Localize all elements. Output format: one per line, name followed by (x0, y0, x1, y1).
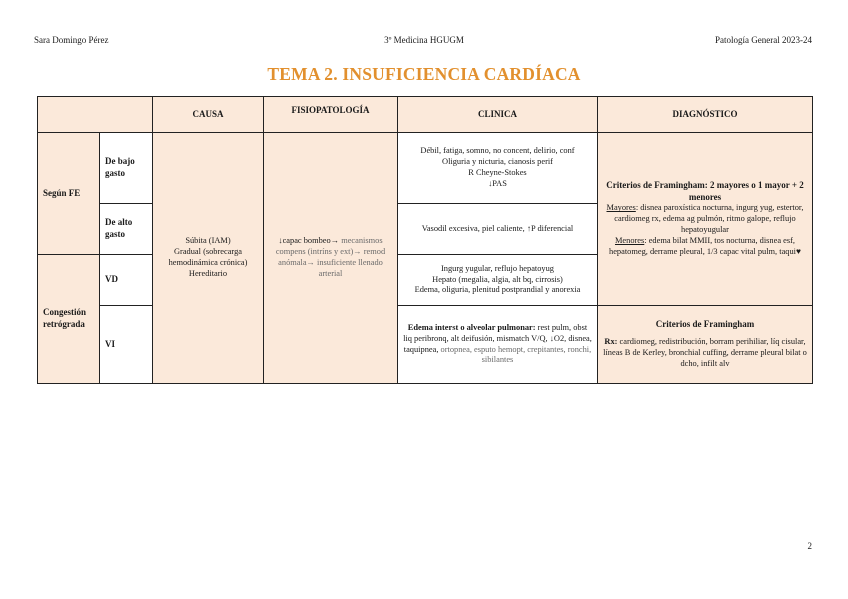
mayores-label: Mayores (606, 203, 636, 213)
header-subject: Patología General 2023-24 (715, 35, 812, 45)
column-header-causa: CAUSA (153, 97, 264, 133)
mayores-text: : disnea paroxística nocturna, ingurg yug, estertor, cardiomeg rx, edema ag pulmón, ritmo galope, reflujo hepatoyugular (614, 203, 804, 235)
page-number: 2 (807, 541, 812, 551)
edema-label: Edema interst o alveolar pulmonar: (407, 322, 536, 332)
group-fe: Según FE (38, 133, 100, 255)
causa-line: Gradual (sobrecarga hemodinámica crónica) (168, 247, 248, 267)
clinica-line: R Cheyne-Stokes (468, 168, 527, 177)
clinica-line: Edema, oliguria, plenitud postprandial y anorexia (414, 285, 581, 295)
causa-line: Hereditario (188, 268, 228, 278)
header-author: Sara Domingo Pérez (34, 35, 109, 45)
clinica-vi (398, 306, 598, 384)
page-title: TEMA 2. INSUFICIENCIA CARDÍACA (267, 64, 581, 84)
summary-table (37, 96, 813, 384)
row-bajo-gasto: De bajo gasto (100, 133, 153, 204)
row-vi: VI (100, 306, 153, 384)
rx-text: cardiomeg, redistribución, borram perihiliar, líq cisular, líneas B de Kerley, bronchial cuffing, derrame pleural bilat o dcho, infilt alv (603, 336, 807, 368)
clinica-line: Débil, fatiga, somno, no concent, delirio, conf (420, 146, 575, 156)
framingham-title: Criterios de Framingham: 2 mayores o 1 mayor + 2 menores (606, 180, 804, 202)
causa-cell (153, 133, 264, 384)
column-header-fisiopatologia: FISIOPATOLOGÍA (264, 97, 398, 133)
edema-text-gray: ortopnea, esputo hemopt, crepitantes, ronchi, sibilantes (438, 344, 592, 365)
clinica-line: Oliguria y nicturia, cianosis perif (442, 157, 553, 167)
causa-line: Súbita (IAM) (185, 236, 231, 246)
menores-label: Menores (614, 236, 645, 246)
header-course: 3º Medicina HGUGM (384, 35, 464, 45)
diagnostico-vi (598, 306, 813, 384)
clinica-alto-gasto: Vasodil excesiva, piel caliente, ↑P diferencial (398, 204, 598, 255)
corner-cell (38, 97, 153, 133)
clinica-line: Ingurg yugular, reflujo hepatoyug (440, 263, 554, 273)
framingham-vi-title: Criterios de Framingham (655, 319, 755, 330)
group-congestion: Congestión retrógrada (38, 255, 100, 384)
menores-text: : edema bilat MMII, tos nocturna, disnea esf, hepatomeg, derrame pleural, 1/3 capac vital pulm, taqui♥ (609, 236, 801, 257)
column-header-diagnostico: DIAGNÓSTICO (598, 97, 813, 133)
clinica-vd (398, 255, 598, 306)
clinica-line: Hepato (megalia, algia, alt bq, cirrosis) (432, 274, 563, 284)
fisio-text-gray: mecanismos compens (intríns y ext)→ remod anómala→ insuficiente llenado arterial (275, 236, 386, 278)
row-vd: VD (100, 255, 153, 306)
column-header-clinica: CLINICA (398, 97, 598, 133)
diagnostico-fe (598, 133, 813, 306)
fisio-text-dark: ↓capac bombeo→ (278, 236, 340, 246)
row-alto-gasto: De alto gasto (100, 204, 153, 255)
clinica-line: ↓PAS (488, 178, 507, 188)
rx-label: Rx: (604, 336, 618, 346)
clinica-bajo-gasto (398, 133, 598, 204)
fisiopatologia-cell (264, 133, 398, 384)
edema-text: rest pulm, obst liq peribronq, alt deifusión, mismatch V/Q, ↓O2, disnea, taquipnea, (403, 322, 592, 354)
